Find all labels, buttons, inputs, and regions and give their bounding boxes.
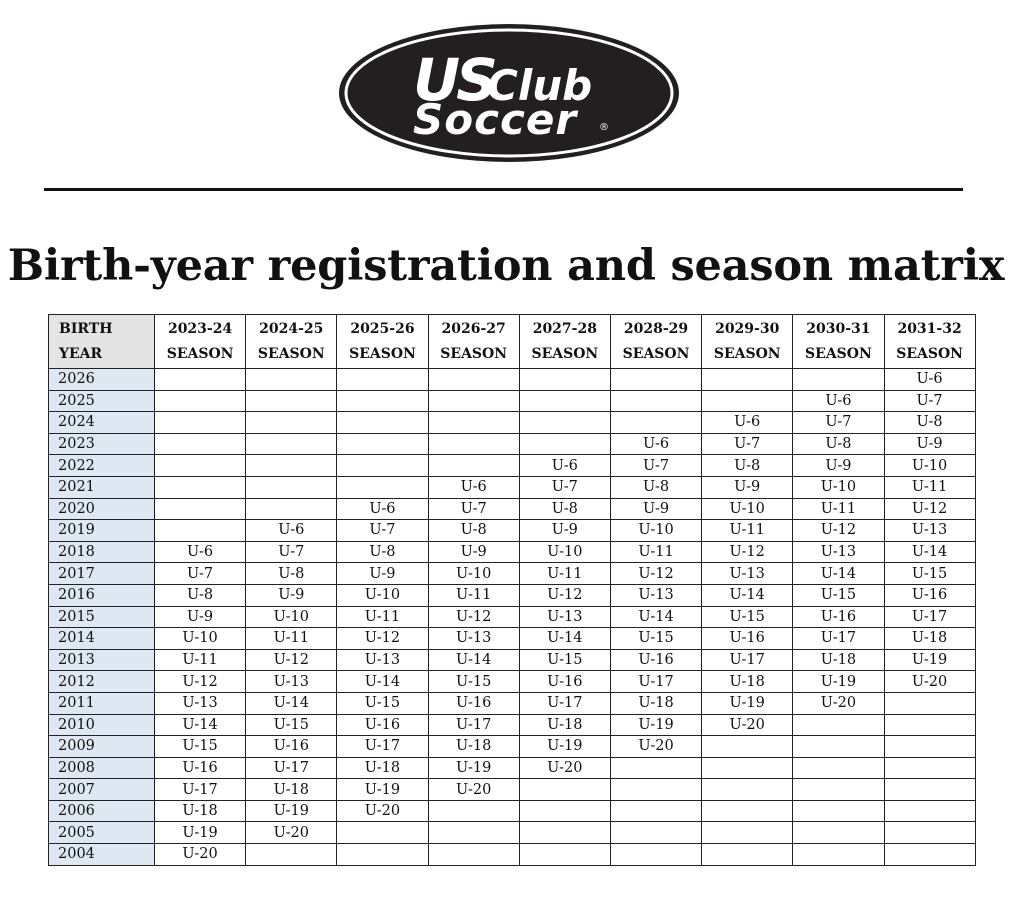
age-group-cell (702, 369, 793, 391)
age-group-cell: U-17 (884, 606, 975, 628)
age-group-cell (702, 757, 793, 779)
age-group-cell (155, 433, 246, 455)
table-row (49, 498, 976, 520)
age-group-cell: U-9 (702, 476, 793, 498)
header-season-4 (428, 315, 519, 369)
age-group-cell (519, 800, 610, 822)
age-group-cell: U-15 (246, 714, 337, 736)
age-group-cell: U-11 (884, 476, 975, 498)
age-group-cell: U-12 (519, 584, 610, 606)
age-group-cell: U-14 (337, 671, 428, 693)
age-group-cell: U-12 (702, 541, 793, 563)
age-group-cell (519, 433, 610, 455)
age-group-cell: U-9 (155, 606, 246, 628)
age-group-cell: U-11 (155, 649, 246, 671)
age-group-cell: U-20 (702, 714, 793, 736)
age-group-cell (519, 844, 610, 866)
age-group-cell: U-17 (793, 628, 884, 650)
age-group-cell: U-15 (793, 584, 884, 606)
age-group-cell: U-9 (246, 584, 337, 606)
age-group-cell: U-16 (702, 628, 793, 650)
header-season-7 (702, 315, 793, 369)
age-group-cell: U-7 (610, 455, 701, 477)
age-group-cell (884, 757, 975, 779)
table-body (49, 369, 976, 866)
age-group-cell (337, 390, 428, 412)
age-group-cell (428, 822, 519, 844)
age-group-cell (337, 476, 428, 498)
age-group-cell: U-13 (155, 692, 246, 714)
header-line-1: 2029-30 (715, 320, 780, 337)
birth-year-cell: 2013 (49, 649, 155, 671)
table-row (49, 736, 976, 758)
age-group-cell (793, 757, 884, 779)
age-group-cell: U-19 (884, 649, 975, 671)
table-row (49, 692, 976, 714)
age-group-cell (702, 390, 793, 412)
age-group-cell: U-6 (337, 498, 428, 520)
age-group-cell: U-18 (246, 779, 337, 801)
header-season-8 (793, 315, 884, 369)
age-group-cell: U-16 (519, 671, 610, 693)
header-line-2: SEASON (440, 345, 508, 362)
header-line-1: 2023-24 (167, 320, 233, 337)
age-group-cell (428, 412, 519, 434)
age-group-cell: U-9 (519, 520, 610, 542)
age-group-cell (793, 822, 884, 844)
age-group-cell (337, 455, 428, 477)
age-group-cell (337, 369, 428, 391)
age-group-cell: U-12 (337, 628, 428, 650)
age-group-cell: U-9 (884, 433, 975, 455)
header-season-5 (519, 315, 610, 369)
age-group-cell (793, 844, 884, 866)
age-group-cell (337, 412, 428, 434)
age-group-cell (155, 455, 246, 477)
age-group-cell: U-19 (793, 671, 884, 693)
table-row (49, 476, 976, 498)
age-group-cell: U-11 (337, 606, 428, 628)
age-group-cell (610, 412, 701, 434)
age-group-cell (155, 390, 246, 412)
age-group-cell (793, 714, 884, 736)
age-group-cell: U-9 (337, 563, 428, 585)
age-group-cell: U-15 (519, 649, 610, 671)
table-row (49, 520, 976, 542)
age-group-cell: U-11 (793, 498, 884, 520)
header-divider (44, 188, 963, 191)
table-row (49, 757, 976, 779)
age-group-cell: U-14 (793, 563, 884, 585)
age-group-cell: U-15 (428, 671, 519, 693)
age-group-cell: U-16 (246, 736, 337, 758)
age-group-cell (884, 844, 975, 866)
age-group-cell (702, 800, 793, 822)
age-group-cell: U-7 (519, 476, 610, 498)
age-group-cell (428, 390, 519, 412)
age-group-cell: U-20 (337, 800, 428, 822)
birth-year-cell: 2020 (49, 498, 155, 520)
age-group-cell (155, 498, 246, 520)
birth-year-cell: 2018 (49, 541, 155, 563)
birth-year-cell: 2010 (49, 714, 155, 736)
header-line-1: BIRTH (59, 320, 113, 337)
header-line-2: SEASON (349, 345, 416, 362)
header-line-2: SEASON (531, 345, 599, 362)
birth-year-cell: 2015 (49, 606, 155, 628)
header-line-1: 2025-26 (350, 320, 415, 337)
age-group-cell (702, 844, 793, 866)
age-group-cell: U-11 (428, 584, 519, 606)
age-group-cell: U-7 (428, 498, 519, 520)
header-line-2: SEASON (166, 345, 234, 362)
age-group-cell: U-16 (793, 606, 884, 628)
table-row (49, 541, 976, 563)
table-row (49, 779, 976, 801)
age-group-cell: U-16 (155, 757, 246, 779)
age-group-cell: U-18 (519, 714, 610, 736)
age-group-cell: U-14 (884, 541, 975, 563)
birth-year-cell: 2008 (49, 757, 155, 779)
age-group-cell (793, 779, 884, 801)
age-group-cell: U-13 (610, 584, 701, 606)
table-row (49, 455, 976, 477)
birth-year-cell: 2006 (49, 800, 155, 822)
age-group-cell: U-10 (428, 563, 519, 585)
age-group-cell (610, 390, 701, 412)
birth-year-cell: 2005 (49, 822, 155, 844)
age-group-cell: U-15 (702, 606, 793, 628)
age-group-cell (337, 433, 428, 455)
logo-text-club: Club (487, 61, 593, 110)
header-line-2: YEAR (59, 345, 103, 362)
age-group-cell (610, 844, 701, 866)
age-group-cell: U-18 (428, 736, 519, 758)
page-title: Birth-year registration and season matrix (7, 241, 1005, 291)
age-group-cell: U-15 (337, 692, 428, 714)
age-group-cell: U-14 (428, 649, 519, 671)
header-season-3 (337, 315, 428, 369)
age-group-cell (793, 369, 884, 391)
age-group-cell: U-18 (884, 628, 975, 650)
age-group-cell (155, 520, 246, 542)
table-row (49, 369, 976, 391)
age-group-cell: U-17 (246, 757, 337, 779)
table-row (49, 584, 976, 606)
age-group-cell: U-8 (884, 412, 975, 434)
age-group-cell (884, 779, 975, 801)
age-group-cell (155, 412, 246, 434)
age-group-cell (246, 476, 337, 498)
birth-year-cell: 2022 (49, 455, 155, 477)
logo-text-soccer: Soccer (413, 95, 578, 144)
logo-oval-graphic (337, 22, 681, 164)
us-club-soccer-logo (337, 22, 681, 164)
table-row (49, 822, 976, 844)
age-group-cell (246, 844, 337, 866)
age-group-cell: U-14 (246, 692, 337, 714)
table-row (49, 433, 976, 455)
age-group-cell (884, 714, 975, 736)
table-row (49, 390, 976, 412)
age-group-cell: U-19 (428, 757, 519, 779)
age-group-cell (428, 433, 519, 455)
age-group-cell: U-10 (337, 584, 428, 606)
table-row (49, 671, 976, 693)
age-group-cell: U-7 (246, 541, 337, 563)
age-group-cell: U-15 (610, 628, 701, 650)
age-group-cell: U-10 (793, 476, 884, 498)
header-line-2: SEASON (805, 345, 872, 362)
age-group-cell (155, 369, 246, 391)
age-group-cell (884, 800, 975, 822)
logo-text-us: US (413, 46, 494, 114)
header-line-2: SEASON (713, 345, 781, 362)
age-group-cell (610, 369, 701, 391)
age-group-cell (884, 736, 975, 758)
age-group-cell: U-13 (337, 649, 428, 671)
age-group-cell: U-18 (702, 671, 793, 693)
birth-year-cell: 2023 (49, 433, 155, 455)
age-group-cell: U-19 (337, 779, 428, 801)
age-group-cell: U-14 (702, 584, 793, 606)
age-group-cell: U-8 (610, 476, 701, 498)
age-group-cell: U-10 (519, 541, 610, 563)
age-group-cell: U-13 (519, 606, 610, 628)
age-group-cell: U-7 (793, 412, 884, 434)
header-line-2: SEASON (257, 345, 325, 362)
age-group-cell: U-10 (246, 606, 337, 628)
age-group-cell (793, 736, 884, 758)
table-row (49, 800, 976, 822)
header-line-1: 2030-31 (806, 320, 871, 337)
age-group-cell: U-19 (610, 714, 701, 736)
age-group-cell (519, 390, 610, 412)
age-group-cell: U-8 (793, 433, 884, 455)
table-row (49, 844, 976, 866)
age-group-cell: U-17 (702, 649, 793, 671)
age-group-cell: U-15 (155, 736, 246, 758)
age-group-cell: U-20 (610, 736, 701, 758)
table-row (49, 606, 976, 628)
age-group-cell (337, 844, 428, 866)
header-line-1: 2026-27 (441, 320, 506, 337)
age-group-cell (702, 736, 793, 758)
season-matrix-table (48, 314, 976, 866)
age-group-cell: U-8 (702, 455, 793, 477)
age-group-cell: U-8 (428, 520, 519, 542)
age-group-cell (702, 779, 793, 801)
age-group-cell: U-7 (337, 520, 428, 542)
age-group-cell: U-10 (884, 455, 975, 477)
age-group-cell (337, 822, 428, 844)
age-group-cell (610, 757, 701, 779)
age-group-cell: U-18 (610, 692, 701, 714)
age-group-cell: U-20 (246, 822, 337, 844)
age-group-cell: U-7 (884, 390, 975, 412)
birth-year-cell: 2021 (49, 476, 155, 498)
age-group-cell: U-20 (155, 844, 246, 866)
birth-year-cell: 2019 (49, 520, 155, 542)
header-season-9 (884, 315, 975, 369)
age-group-cell (428, 844, 519, 866)
age-group-cell: U-6 (519, 455, 610, 477)
age-group-cell (610, 779, 701, 801)
age-group-cell: U-13 (702, 563, 793, 585)
age-group-cell: U-13 (884, 520, 975, 542)
age-group-cell: U-16 (337, 714, 428, 736)
age-group-cell (246, 369, 337, 391)
table-row (49, 628, 976, 650)
age-group-cell: U-9 (610, 498, 701, 520)
age-group-cell (793, 800, 884, 822)
age-group-cell: U-11 (519, 563, 610, 585)
age-group-cell (246, 412, 337, 434)
age-group-cell: U-14 (519, 628, 610, 650)
age-group-cell: U-14 (155, 714, 246, 736)
age-group-cell: U-12 (793, 520, 884, 542)
age-group-cell (246, 390, 337, 412)
age-group-cell: U-20 (793, 692, 884, 714)
age-group-cell: U-12 (428, 606, 519, 628)
age-group-cell: U-18 (337, 757, 428, 779)
age-group-cell (884, 822, 975, 844)
birth-year-cell: 2017 (49, 563, 155, 585)
age-group-cell: U-8 (155, 584, 246, 606)
age-group-cell: U-16 (884, 584, 975, 606)
age-group-cell (246, 455, 337, 477)
header-birth-year (49, 315, 155, 369)
age-group-cell: U-15 (884, 563, 975, 585)
header-line-1: 2028-29 (623, 320, 689, 337)
age-group-cell: U-17 (428, 714, 519, 736)
birth-year-cell: 2024 (49, 412, 155, 434)
table-header-row (49, 315, 976, 369)
age-group-cell (610, 822, 701, 844)
age-group-cell (428, 369, 519, 391)
header-season-2 (246, 315, 337, 369)
age-group-cell: U-8 (519, 498, 610, 520)
age-group-cell: U-14 (610, 606, 701, 628)
age-group-cell (428, 800, 519, 822)
age-group-cell: U-6 (610, 433, 701, 455)
header-line-1: 2027-28 (532, 320, 597, 337)
table-row (49, 714, 976, 736)
age-group-cell (246, 433, 337, 455)
age-group-cell: U-12 (246, 649, 337, 671)
age-group-cell: U-18 (793, 649, 884, 671)
birth-year-cell: 2009 (49, 736, 155, 758)
age-group-cell: U-17 (155, 779, 246, 801)
age-group-cell: U-17 (610, 671, 701, 693)
age-group-cell: U-9 (793, 455, 884, 477)
birth-year-cell: 2014 (49, 628, 155, 650)
header-season-1 (155, 315, 246, 369)
birth-year-cell: 2012 (49, 671, 155, 693)
birth-year-cell: 2025 (49, 390, 155, 412)
age-group-cell: U-13 (793, 541, 884, 563)
birth-year-cell: 2026 (49, 369, 155, 391)
logo-registered-mark: ® (599, 122, 609, 133)
age-group-cell: U-11 (246, 628, 337, 650)
age-group-cell: U-6 (884, 369, 975, 391)
age-group-cell: U-9 (428, 541, 519, 563)
age-group-cell (428, 455, 519, 477)
age-group-cell: U-6 (702, 412, 793, 434)
age-group-cell: U-19 (702, 692, 793, 714)
age-group-cell: U-6 (793, 390, 884, 412)
age-group-cell: U-8 (246, 563, 337, 585)
header-line-2: SEASON (622, 345, 690, 362)
age-group-cell: U-12 (610, 563, 701, 585)
age-group-cell (519, 412, 610, 434)
age-group-cell: U-12 (155, 671, 246, 693)
age-group-cell: U-6 (155, 541, 246, 563)
age-group-cell: U-20 (519, 757, 610, 779)
age-group-cell (702, 822, 793, 844)
age-group-cell: U-17 (519, 692, 610, 714)
age-group-cell: U-6 (428, 476, 519, 498)
table-row (49, 649, 976, 671)
age-group-cell (519, 779, 610, 801)
age-group-cell: U-13 (246, 671, 337, 693)
age-group-cell: U-19 (155, 822, 246, 844)
age-group-cell: U-6 (246, 520, 337, 542)
birth-year-cell: 2007 (49, 779, 155, 801)
age-group-cell: U-7 (702, 433, 793, 455)
header-line-1: 2031-32 (897, 320, 962, 337)
age-group-cell: U-20 (428, 779, 519, 801)
age-group-cell: U-18 (155, 800, 246, 822)
header-season-6 (610, 315, 701, 369)
age-group-cell: U-12 (884, 498, 975, 520)
age-group-cell: U-10 (155, 628, 246, 650)
age-group-cell (519, 822, 610, 844)
age-group-cell: U-16 (610, 649, 701, 671)
header-line-1: 2024-25 (259, 320, 324, 337)
age-group-cell: U-11 (702, 520, 793, 542)
age-group-cell: U-10 (702, 498, 793, 520)
age-group-cell: U-20 (884, 671, 975, 693)
table-row (49, 563, 976, 585)
age-group-cell (519, 369, 610, 391)
birth-year-cell: 2016 (49, 584, 155, 606)
age-group-cell (884, 692, 975, 714)
table-row (49, 412, 976, 434)
age-group-cell: U-11 (610, 541, 701, 563)
age-group-cell: U-10 (610, 520, 701, 542)
age-group-cell (610, 800, 701, 822)
age-group-cell: U-16 (428, 692, 519, 714)
header-line-2: SEASON (896, 345, 963, 362)
age-group-cell (155, 476, 246, 498)
age-group-cell: U-17 (337, 736, 428, 758)
birth-year-cell: 2011 (49, 692, 155, 714)
age-group-cell: U-13 (428, 628, 519, 650)
age-group-cell: U-7 (155, 563, 246, 585)
age-group-cell: U-19 (519, 736, 610, 758)
age-group-cell (246, 498, 337, 520)
age-group-cell: U-8 (337, 541, 428, 563)
birth-year-cell: 2004 (49, 844, 155, 866)
age-group-cell: U-19 (246, 800, 337, 822)
